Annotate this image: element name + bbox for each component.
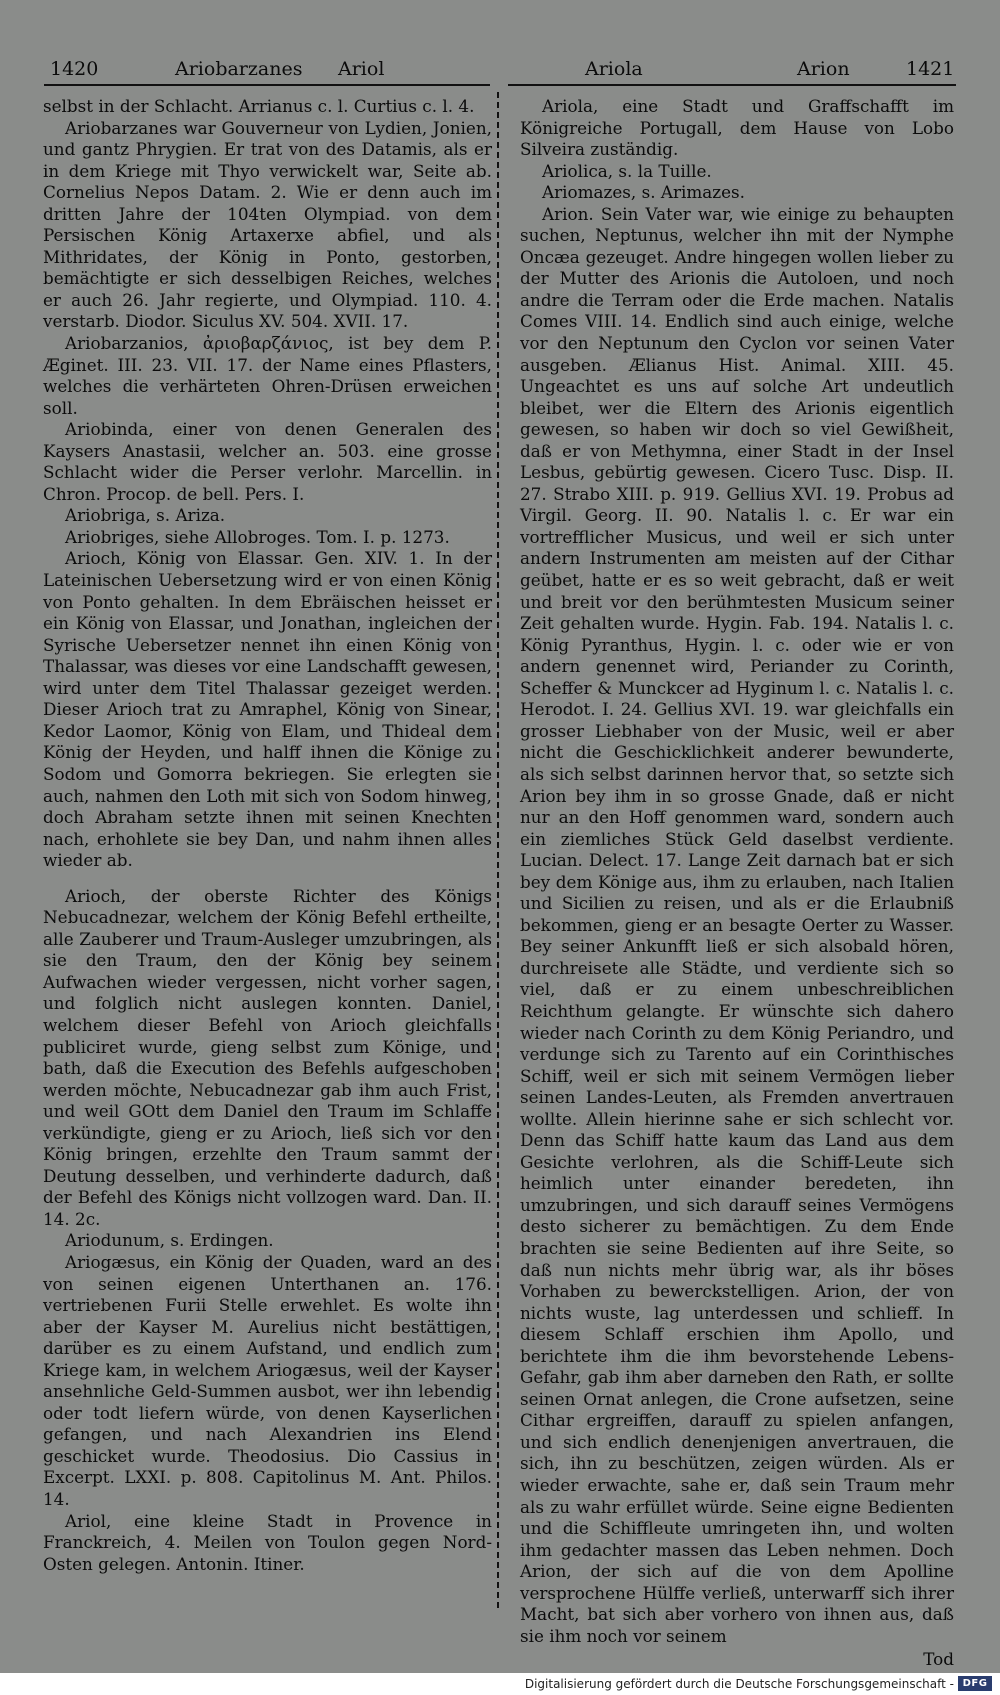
entry-ariobriges: Ariobriges, siehe Allobroges. Tom. I. p. 1273. <box>65 526 450 547</box>
entry-text: selbst in der Schlacht. Arrianus c. l. Curtius c. l. 4. <box>43 96 475 116</box>
entry-ariolica: Ariolica, s. la Tuille. <box>542 160 712 181</box>
column-divider <box>497 92 499 1612</box>
right-header-rule <box>508 84 956 86</box>
right-page-number: 1421 <box>906 58 955 80</box>
dfg-logo: DFG <box>958 1676 992 1691</box>
digitization-footer <box>0 1673 1000 1695</box>
entry-ariomazes: Ariomazes, s. Arimazes. <box>542 182 746 203</box>
left-header-rule <box>44 84 490 86</box>
entry-ariobarzanios: Ariobarzanios, ἀριοβαρζάνιος, ist bey dem P. Æginet. III. 23. VII. 17. der Name eines Pflasters, welches die verhärteten Ohren-Drüsen erweichen soll. <box>43 333 492 418</box>
right-running-head: Arion <box>797 58 850 80</box>
left-column <box>43 96 492 1575</box>
entry-arion: Arion. Sein Vater war, wie einige zu behaupten suchen, Neptunus, welcher ihn mit der Nymphe Oncæa gezeuget. Andre hingegen wollen lieber zu der Mutter des Arionis die Autoloen, und noch andre die Terram oder die Erde machen. Natalis Comes VIII. 14. Endlich sind auch einige, welche vor den Neptunum den Cyclon vor seinen Vater ausgeben. Ælianus Hist. Animal. XIII. 45. Ungeachtet es uns auf solche Art undeutlich bleibet, wer die Eltern des Arionis eigentlich gewesen, so haben wir doch so viel Gewißheit, daß er von Methymna, einer Stadt in der Insel Lesbus, gebürtig gewesen. Cicero Tusc. Disp. II. 27. Strabo XIII. p. 919. Gellius XVI. 19. Probus ad Virgil. Georg. II. 90. Natalis l. c. Er war ein vortrefflicher Musicus, und weil er sich unter andern Instrumenten am meisten auf der Cithar geübet, hatte er es so weit gebracht, daß er weit und breit vor den berühmtesten Musicum seiner Zeit gehalten wurde. Hygin. Fab. 194. Natalis l. c. König Pyranthus, Hygin. l. c. oder wie er von andern genennet wird, Periander zu Corinth, Scheffer & Munckcer ad Hyginum l. c. Natalis l. c. Herodot. I. 24. Gellius XVI. 19. war gleichfalls ein grosser Liebhaber von der Music, weil er aber nicht die Geschicklichkeit anderer bewunderte, als sich selbst darinnen hervor that, so setzte sich Arion bey ihm in so grosse Gnade, daß er nicht nur an den Hoff genommen ward, sondern auch ein ziemliches Stück Geld daselbst verdiente. Lucian. Delect. 17. Lange Zeit darnach bat er sich bey dem Könige aus, ihm zu erlauben, nach Italien und Sicilien zu reisen, und als er die Erlaubniß bekommen, gieng er an besagte Oerter zu Wasser. Bey seiner Ankunfft ließ er sich alsobald hören, durchreisete alle Städte, und verdiente sich so viel, daß er zu einem unbeschreiblichen Reichthum gelangte. Er wünschte sich dahero wieder nach Corinth zu dem König Periandro, und verdunge sich zu Tarento auf ein Corinthisches Schiff, weil er sich mit seinem Vermögen lieber seinen Landes-Leuten, als Fremden anvertrauen wollte. Allein hierinne sahe er sich schlecht vor. Denn das Schiff hatte kaum das Land aus dem Gesichte verlohren, als die Schiff-Leute sich heimlich unter einander beredeten, ihn umzubringen, und sich darauff seines Vermögens desto sicherer zu bemächtigen. Zu dem Ende brachten sie seine Bedienten auf ihre Seite, so daß nun nichts mehr übrig war, als ihr böses Vorhaben zu bewerckstelligen. Arion, der von nichts wuste, lag unterdessen und schlieff. In diesem Schlaff erschien ihm Apollo, und berichtete ihm die ihm bevorstehende Lebens-Gefahr, gab ihm aber darneben den Rath, er sollte seinen Ornat anlegen, die Crone aufsetzen, seine Cithar ergreiffen, darauff zu spielen anfangen, und sich endlich denenjenigen anvertrauen, die sich, ihn zu beschützen, zeigen würden. Als er wieder erwachte, sahe er, daß sein Traum mehr als zu wahr erfüllet würde. Seine eigne Bedienten und die Schiffleute umringeten ihn, und wolten ihm gedachter massen das Leben nehmen. Doch Arion, der sich auf die von dem Apolline versprochene Hülffe verließ, unterwarff sich ihrer Macht, bat sich aber vorhero von ihnen aus, daß sie ihm noch vor seinem <box>520 203 954 1646</box>
entry-ariobarzanes: Ariobarzanes war Gouverneur von Lydien, Jonien, und gantz Phrygien. Er trat von des Datamis, als er in dem Kriege mit Thyo verwickelt war, Seite ab. Cornelius Nepos Datam. 2. Wie er denn auch im dritten Jahre der 104ten Olympiad. von dem Persischen König Artaxerxe abfiel, und als Mithridates, der König in Ponto, gestorben, bemächtigte er sich desselbigen Reiches, welches er auch 26. Jahr regierte, und Olympiad. 110. 4. verstarb. Diodor. Siculus XV. 504. XVII. 17. <box>43 117 492 332</box>
entry-arioch-king: Arioch, König von Elassar. Gen. XIV. 1. In der Lateinischen Uebersetzung wird er von einen König von Ponto gehalten. In dem Ebräischen heisset er ein König von Elassar, und Jonathan, ingleichen der Syrische Uebersetzer nennet ihn einen König von Thalassar, was dieses vor eine Landschafft gewesen, wird unter dem Titel Thalassar gezeiget werden. Dieser Arioch trat zu Amraphel, König von Sinear, Kedor Laomor, König von Elam, und Thideal dem König der Heyden, und halff ihnen die Könige zu Sodom und Gomorra bekriegen. Sie erlegten sie auch, nahmen den Loth mit sich von Sodom hinweg, doch Abraham setzte ihnen mit seinen Knechten nach, erhohlete sie bey Dan, und nahm ihnen alles wieder ab. <box>43 548 492 871</box>
left-page-number: 1420 <box>50 58 99 80</box>
entry-ariogaesus: Ariogæsus, ein König der Quaden, ward an des von seinen eigenen Unterthanen an. 176. vertriebenen Furii Stelle erwehlet. Es wolte ihn aber der Kayser M. Aurelius nicht bestättigen, darüber es zu einem Aufstand, und endlich zum Kriege kam, in welchem Ariogæsus, weil der Kayser ansehnliche Geld-Summen ausbot, wer ihn lebendig oder todt liefern würde, von denen Kayserlichen gefangen, und nach Alexandrien ins Elend geschicket wurde. Theodosius. Dio Cassius in Excerpt. LXXI. p. 808. Capitolinus M. Ant. Philos. 14. <box>43 1251 492 1509</box>
entry-ariol: Ariol, eine kleine Stadt in Provence in Franckreich, 4. Meilen von Toulon gegen Nord-Osten gelegen. Antonin. Itiner. <box>43 1510 492 1574</box>
entry-ariola: Ariola, eine Stadt und Graffschafft im Königreiche Portugall, dem Hause von Lobo Silveira zuständig. <box>520 96 954 160</box>
left-catchword: Ariol <box>338 58 385 80</box>
right-column <box>520 96 954 1671</box>
footer-credit-text: Digitalisierung gefördert durch die Deutsche Forschungsgemeinschaft - <box>524 1677 954 1691</box>
entry-ariodunum: Ariodunum, s. Erdingen. <box>65 1230 274 1251</box>
entry-ariobinda: Ariobinda, einer von denen Generalen des Kaysers Anastasii, welcher an. 503. eine grosse Schlacht wider die Perser verlohr. Marcellin. in Chron. Procop. de bell. Pers. I. <box>43 419 492 504</box>
left-running-head: Ariobarzanes <box>175 58 303 80</box>
catchword-bottom: Tod <box>923 1649 954 1670</box>
right-catchword: Ariola <box>585 58 643 80</box>
entry-ariobriga: Ariobriga, s. Ariza. <box>65 505 226 526</box>
entry-arioch-judge: Arioch, der oberste Richter des Königs Nebucadnezar, welchem der König Befehl ertheilte, alle Zauberer und Traum-Ausleger umzubringen, als sie den Traum, den der König bey seinem Aufwachen wieder vergessen, nicht vorher sagen, und folglich nicht auslegen konnten. Daniel, welchem dieser Befehl von Arioch gleichfalls publiciret wurde, gieng selbst zum Könige, und bath, daß die Execution des Befehls aufgeschoben werden möchte, Nebucadnezar gab ihm auch Frist, und weil GOtt dem Daniel den Traum im Schlaffe verkündigte, gieng er zu Arioch, ließ sich vor den König bringen, erzehlte den Traum sammt der Deutung desselben, und verhinderte dadurch, daß der Befehl des Königs nicht vollzogen ward. Dan. II. 14. 2c. <box>43 885 492 1229</box>
